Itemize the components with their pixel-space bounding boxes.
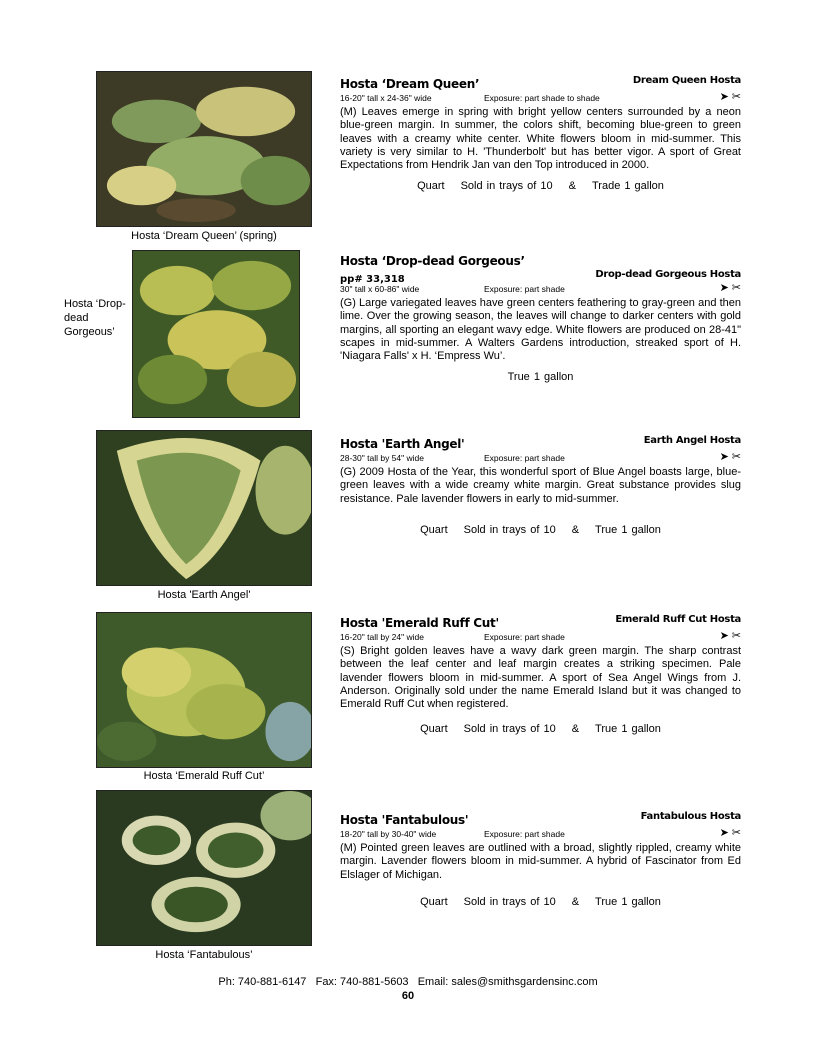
exposure-text: Exposure: part shade [484, 632, 565, 642]
description: (G) 2009 Hosta of the Year, this wonderful sport of Blue Angel boasts large, blue-green leaves with a wide creamy white margin. Great substance provides slug resistance. Pale lavender flowers in early to mid-summer. [340, 466, 741, 505]
availability [340, 180, 741, 192]
entry-earth-angel [340, 435, 741, 536]
availability-item: True 1 gallon [595, 895, 661, 908]
availability [340, 896, 741, 908]
entry-drop-dead-gorgeous [340, 252, 741, 383]
availability-item: Trade 1 gallon [592, 180, 664, 193]
hummingbird-icon: ➤ [719, 451, 729, 463]
caption-earth-angel: Hosta 'Earth Angel' [157, 589, 251, 601]
common-name: Drop-dead Gorgeous Hosta [595, 269, 741, 280]
caption-drop-dead-gorgeous: Hosta ‘Drop-dead Gorgeous’ [64, 298, 126, 338]
size-text: 16-20" tall by 24" wide [340, 632, 424, 642]
caption-dream-queen: Hosta ‘Dream Queen’ (spring) [131, 230, 277, 242]
availability-item: Quart [420, 723, 448, 736]
availability-item: & [571, 895, 580, 908]
photo-fantabulous [96, 790, 312, 946]
exposure-text: Exposure: part shade to shade [484, 93, 600, 103]
availability [340, 524, 741, 536]
entry-dream-queen [340, 75, 741, 192]
scissors-icon: ✂ [731, 827, 741, 839]
common-name: Dream Queen Hosta [632, 75, 741, 86]
caption-emerald-ruff-cut: Hosta ‘Emerald Ruff Cut’ [143, 770, 265, 782]
page-number: 60 [401, 990, 415, 1002]
availability-item: & [571, 723, 580, 736]
scissors-icon: ✂ [731, 630, 741, 642]
availability-item: & [571, 523, 580, 536]
availability [340, 371, 741, 383]
hummingbird-icon: ➤ [719, 282, 729, 294]
description: (M) Leaves emerge in spring with bright yellow centers surrounded by a neon blue-green margin. In summer, the colors shift, becoming blue-green to green leaves with a creamy white center. White flowers bloom in mid-summer. This variety is very similar to H. 'Thunderbolt' but has better vigor. A sport of Great Expectations from Hendrik Jan van den Top introduced in 2000. [340, 106, 741, 172]
availability-item: Sold in trays of 10 [460, 180, 553, 193]
common-name: Fantabulous Hosta [640, 811, 741, 822]
hummingbird-icon: ➤ [719, 91, 729, 103]
exposure-text: Exposure: part shade [484, 829, 565, 839]
hummingbird-icon: ➤ [719, 827, 729, 839]
scissors-icon: ✂ [731, 282, 741, 294]
entry-title: Hosta 'Earth Angel' [340, 437, 465, 451]
photo-drop-dead-gorgeous [132, 250, 300, 418]
photo-dream-queen [96, 71, 312, 227]
exposure-text: Exposure: part shade [484, 284, 565, 294]
description: (S) Bright golden leaves have a wavy dark green margin. The sharp contrast between the leaf center and leaf margin creates a striking specimen. Pale lavender flowers bloom in mid-summer. A sport of Sea Angel Wings from J. Anderson. Originally sold under the name Emerald Island but it was changed to Emerald Ruff Cut when registered. [340, 645, 741, 711]
entry-title: Hosta ‘Dream Queen’ [340, 77, 480, 91]
availability-item: Quart [420, 523, 448, 536]
photo-emerald-ruff-cut [96, 612, 312, 768]
common-name: Earth Angel Hosta [643, 435, 741, 446]
availability-item: True 1 gallon [507, 371, 574, 384]
entry-title: Hosta 'Emerald Ruff Cut' [340, 616, 499, 630]
scissors-icon: ✂ [731, 91, 741, 103]
availability [340, 723, 741, 735]
photo-earth-angel [96, 430, 312, 586]
entry-title: Hosta 'Fantabulous' [340, 813, 469, 827]
size-text: 30" tall x 60-86" wide [340, 284, 420, 294]
availability-item: True 1 gallon [595, 523, 661, 536]
availability-item: True 1 gallon [595, 723, 661, 736]
scissors-icon: ✂ [731, 451, 741, 463]
common-name: Emerald Ruff Cut Hosta [615, 614, 741, 625]
exposure-text: Exposure: part shade [484, 453, 565, 463]
entry-emerald-ruff-cut [340, 614, 741, 735]
plant-patent: pp# 33,318 [340, 274, 405, 285]
availability-item: & [568, 180, 576, 193]
hummingbird-icon: ➤ [719, 630, 729, 642]
size-text: 28-30" tall by 54" wide [340, 453, 424, 463]
description: (M) Pointed green leaves are outlined with a broad, slightly rippled, creamy white margin. Lavender flowers bloom in mid-summer. A hybrid of Fascinator from Ed Elslager of Michigan. [340, 842, 741, 881]
description: (G) Large variegated leaves have green centers feathering to gray-green and then lime. Over the growing season, the leaves will change to darker centers with gold margins, all sporting an elegant wavy edge. White flowers are produced on 28-41" scapes in mid-summer. A Walters Gardens introduction, streaked sport of H. 'Niagara Falls' x H. ‘Empress Wu’. [340, 297, 741, 363]
size-text: 16-20" tall x 24-36" wide [340, 93, 432, 103]
availability-item: Sold in trays of 10 [463, 723, 556, 736]
availability-item: Quart [420, 895, 448, 908]
size-text: 18-20" tall by 30-40" wide [340, 829, 437, 839]
footer-contact: Ph: 740-881-6147 Fax: 740-881-5603 Email: sales@smithsgardensinc.com [218, 976, 598, 988]
entry-fantabulous [340, 811, 741, 908]
caption-fantabulous: Hosta ‘Fantabulous’ [155, 949, 253, 961]
availability-item: Sold in trays of 10 [463, 523, 556, 536]
entry-title: Hosta ‘Drop-dead Gorgeous’ [340, 254, 525, 268]
availability-item: Quart [417, 180, 445, 193]
availability-item: Sold in trays of 10 [463, 895, 556, 908]
